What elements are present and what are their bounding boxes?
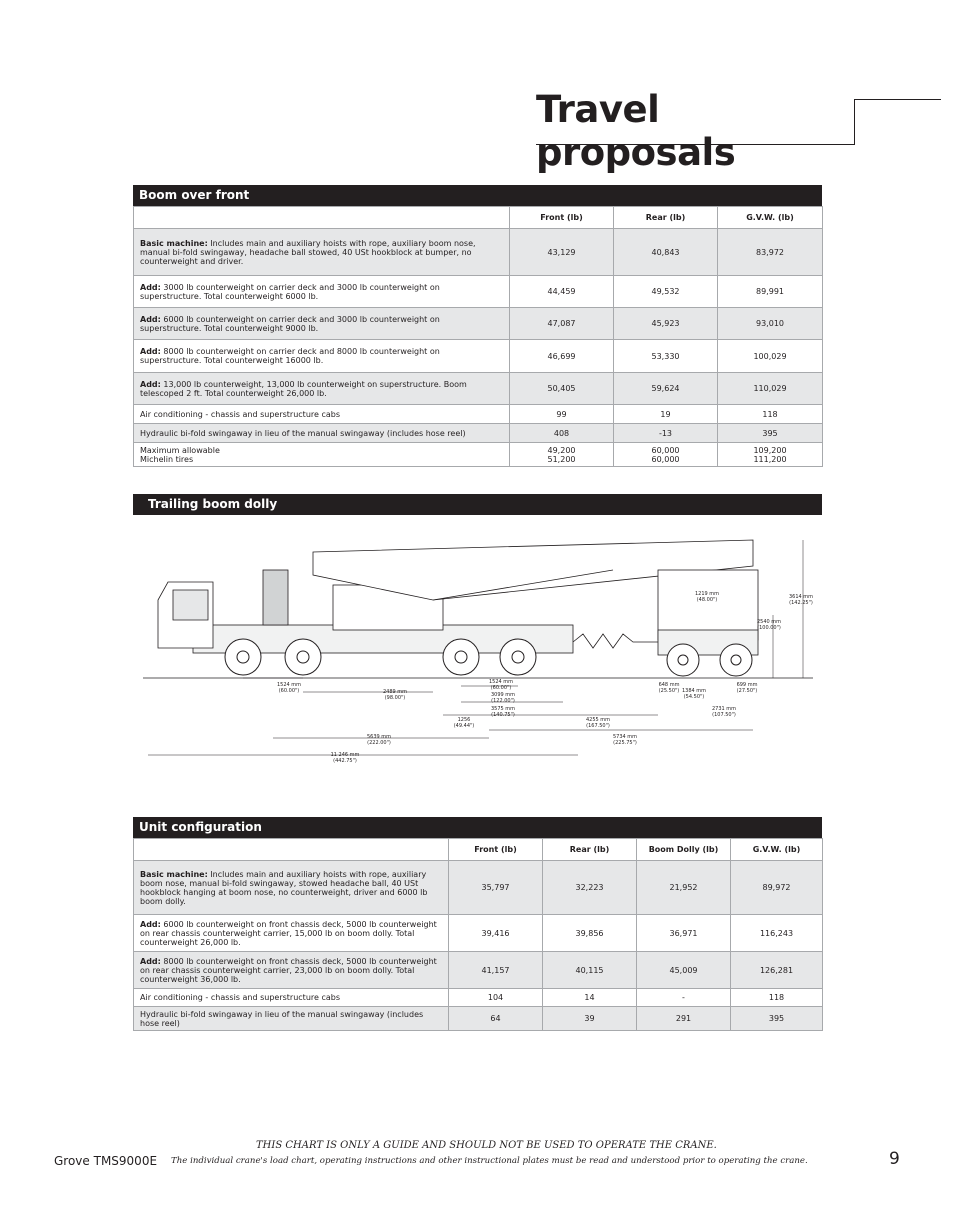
cell-front: 99 [510, 405, 614, 424]
table-row [134, 340, 823, 373]
cell-rear: 14 [543, 989, 637, 1007]
dimension-text: 3099 mm [490, 692, 516, 698]
svg-text:(25.50") [659, 688, 680, 694]
row-text: 13,000 lb counterweight, 13,000 lb counterweight on superstructure. Boom telescoped 2 ft. Total counterweight 26,000 lb. [140, 379, 467, 398]
cell-boom-dolly: 36,971 [637, 915, 731, 952]
svg-text:(60.00") [491, 685, 512, 691]
dimension-text: 4255 mm [585, 717, 611, 723]
column-header-front: Front (lb) [449, 839, 543, 861]
column-header-gvw: G.V.W. (lb) [731, 839, 823, 861]
row-description: Air conditioning - chassis and superstructure cabs [134, 405, 510, 424]
corner-tab-horizontal [854, 99, 941, 100]
dimension-text: (167.50") [586, 723, 610, 729]
cell-rear: 40,115 [543, 952, 637, 989]
page-title: Travel proposals [536, 88, 736, 174]
dimension-text: 1256 [457, 717, 471, 723]
row-description [134, 276, 510, 308]
cell-gvw: 118 [731, 989, 823, 1007]
cell-rear: 45,923 [614, 308, 718, 340]
row-text: 6000 lb counterweight on carrier deck and 3000 lb counterweight on superstructure. Total counterweight 9000 lb. [140, 314, 440, 333]
cell-gvw: 89,972 [731, 861, 823, 915]
dimension-text: (60.00") [490, 685, 512, 691]
dimension-text: (100.00") [757, 625, 781, 631]
dimension-text: 2731 mm [711, 706, 737, 712]
dimension-text: 2489 mm [382, 689, 408, 695]
dimension-text: (25.50") [658, 688, 680, 694]
row-lead: Add: [140, 282, 161, 292]
svg-text:(49.44") [454, 723, 475, 729]
svg-text:(142.25") [789, 600, 813, 606]
row-lead: Basic machine: [140, 238, 208, 248]
gvw-tires: 111,200 [753, 454, 787, 464]
svg-text:(27.50") [737, 688, 758, 694]
row-lead: Basic machine: [140, 869, 208, 879]
dimension-text: 3614 mm [788, 594, 814, 600]
title-underline [536, 144, 854, 145]
boom-over-front-heading: Boom over front [133, 185, 822, 206]
row-lead: Add: [140, 379, 161, 389]
cell-gvw: 89,991 [718, 276, 823, 308]
table-row [134, 952, 823, 989]
cell-gvw: 93,010 [718, 308, 823, 340]
corner-tab-vertical [854, 99, 855, 145]
dimension-text: (225.75") [613, 740, 637, 746]
column-header-gvw: G.V.W. (lb) [718, 207, 823, 229]
svg-text:(225.75") [613, 740, 637, 746]
row-description [134, 340, 510, 373]
cell-front: 39,416 [449, 915, 543, 952]
table-row [134, 405, 823, 424]
row-lead: Add: [140, 919, 161, 929]
row-description [134, 229, 510, 276]
cell-rear: 39,856 [543, 915, 637, 952]
column-header-rear: Rear (lb) [614, 207, 718, 229]
crane-dolly-diagram [133, 530, 822, 770]
table-row [134, 308, 823, 340]
dimension-text: (60.00") [278, 688, 300, 694]
row-text: 6000 lb counterweight on front chassis deck, 5000 lb counterweight on rear chassis counterweight carrier, 15,000 lb on boom dolly. Total counterweight 26,000 lb. [140, 919, 437, 947]
cell-front: 47,087 [510, 308, 614, 340]
cell-gvw: 118 [718, 405, 823, 424]
cell-gvw: 395 [718, 424, 823, 443]
table-header-row [134, 207, 823, 229]
cell-rear: -13 [614, 424, 718, 443]
cell-boom-dolly: 21,952 [637, 861, 731, 915]
dimension-text: (442.75") [333, 758, 357, 764]
page-number: 9 [889, 1149, 900, 1169]
table-row [134, 424, 823, 443]
dimension-text: 11 246 mm [330, 752, 360, 758]
row-description [134, 308, 510, 340]
cell-rear: 39 [543, 1007, 637, 1031]
counterweight-stack [263, 570, 288, 625]
disclaimer-warning: THIS CHART IS ONLY A GUIDE AND SHOULD NOT BE USED TO OPERATE THE CRANE. [256, 1140, 717, 1151]
cell-gvw-max [718, 443, 823, 467]
dolly-drawbar [573, 634, 658, 648]
svg-text:(107.50") [712, 712, 736, 718]
row-description [134, 373, 510, 405]
cell-front: 44,459 [510, 276, 614, 308]
row-lead: Add: [140, 956, 161, 966]
trailing-boom-dolly-heading: Trailing boom dolly [133, 494, 822, 515]
boom-over-front-table [133, 206, 823, 467]
svg-text:(167.50") [586, 723, 610, 729]
gvw-max: 109,200 [753, 445, 787, 455]
dimension-text: (140.75") [491, 712, 515, 718]
dimension-text: (107.50") [712, 712, 736, 718]
row-description: Air conditioning - chassis and superstructure cabs [134, 989, 449, 1007]
svg-text:(442.75") [333, 758, 357, 764]
row-lead: Add: [140, 314, 161, 324]
header-blank [134, 207, 510, 229]
cell-gvw: 83,972 [718, 229, 823, 276]
cell-front: 43,129 [510, 229, 614, 276]
table-row [134, 1007, 823, 1031]
table-header-row [134, 839, 823, 861]
row-description: Hydraulic bi-fold swingaway in lieu of the manual swingaway (includes hose reel) [134, 1007, 449, 1031]
row-text: 8000 lb counterweight on carrier deck and 8000 lb counterweight on superstructure. Total counterweight 16000 lb. [140, 347, 440, 365]
dimension-text: 5734 mm [612, 734, 638, 740]
svg-text:(54.50") [684, 694, 705, 700]
dimension-text: 1384 mm [681, 688, 707, 694]
cell-front: 46,699 [510, 340, 614, 373]
cell-rear: 49,532 [614, 276, 718, 308]
dimension-text: 1524 mm [276, 682, 302, 688]
tires-label: Michelin tires [140, 454, 194, 464]
cell-gvw: 395 [731, 1007, 823, 1031]
dimension-text: 1524 mm [488, 679, 514, 685]
table-row [134, 229, 823, 276]
cell-rear: 53,330 [614, 340, 718, 373]
dimension-text: (27.50") [736, 688, 758, 694]
table-row [134, 861, 823, 915]
model-name: Grove TMS9000E [54, 1154, 158, 1168]
row-description [134, 861, 449, 915]
rear-max: 60,000 [651, 445, 680, 455]
cell-rear: 19 [614, 405, 718, 424]
row-text: 8000 lb counterweight on front chassis deck, 5000 lb counterweight on rear chassis counterweight carrier, 23,000 lb on boom dolly. Total counterweight 36,000 lb. [140, 956, 437, 984]
row-description [134, 952, 449, 989]
dimension-text: 3575 mm [490, 706, 516, 712]
cell-boom-dolly: - [637, 989, 731, 1007]
front-max: 49,200 [547, 445, 576, 455]
cell-rear: 32,223 [543, 861, 637, 915]
cell-front: 35,797 [449, 861, 543, 915]
svg-text:(140.75") [491, 712, 515, 718]
svg-text:(122.00") [491, 698, 515, 704]
dimension-text: 1219 mm [694, 591, 720, 597]
row-description: Hydraulic bi-fold swingaway in lieu of the manual swingaway (includes hose reel) [134, 424, 510, 443]
cell-gvw: 110,029 [718, 373, 823, 405]
row-text: Includes main and auxiliary hoists with rope, auxiliary boom nose, manual bi-fold swingaway, headache ball stowed, 40 USt hookblock at bumper, no counterweight and driver. [140, 238, 476, 266]
column-header-rear: Rear (lb) [543, 839, 637, 861]
table-row [134, 989, 823, 1007]
dimension-text: (48.00") [696, 597, 718, 603]
disclaimer-instructions: The individual crane's load chart, operating instructions and other instructional plates must be read and understood prior to operating the crane. [171, 1156, 808, 1166]
cell-rear: 40,843 [614, 229, 718, 276]
cell-boom-dolly: 45,009 [637, 952, 731, 989]
dimension-text: (122.00") [491, 698, 515, 704]
row-text: 3000 lb counterweight on carrier deck and 3000 lb counterweight on superstructure. Total counterweight 6000 lb. [140, 282, 440, 301]
svg-text:(60.00") [279, 688, 300, 694]
svg-text:(98.00") [385, 695, 406, 701]
unit-configuration-table [133, 838, 823, 1031]
dimension-text: (222.00") [367, 740, 391, 746]
dimension-text: (98.00") [384, 695, 406, 701]
cell-gvw: 116,243 [731, 915, 823, 952]
max-allowable-row [134, 443, 823, 467]
column-header-front: Front (lb) [510, 207, 614, 229]
unit-configuration-heading: Unit configuration [133, 817, 822, 838]
row-text: Includes main and auxiliary hoists with rope, auxiliary boom nose, manual bi-fold swingaway, stowed headache ball, 40 USt hookblock hanging at boom nose, no counterweight, driver and 6000 lb boom dolly. [140, 869, 428, 906]
row-lead: Add: [140, 347, 161, 356]
cell-front: 64 [449, 1007, 543, 1031]
cell-rear: 59,624 [614, 373, 718, 405]
dimension-text: 2540 mm [756, 619, 782, 625]
max-allowable-label [134, 443, 510, 467]
dimension-text: (49.44") [453, 723, 475, 729]
rear-tires: 60,000 [651, 454, 680, 464]
table-row [134, 915, 823, 952]
cell-front: 50,405 [510, 373, 614, 405]
dimension-text: 5639 mm [366, 734, 392, 740]
cab-window [173, 590, 208, 620]
boom-dolly-frame [658, 570, 758, 640]
cell-front: 408 [510, 424, 614, 443]
svg-text:(222.00") [367, 740, 391, 746]
cell-front: 104 [449, 989, 543, 1007]
svg-text:(100.00") [757, 625, 781, 631]
cell-front: 41,157 [449, 952, 543, 989]
cell-rear-max [614, 443, 718, 467]
row-description [134, 915, 449, 952]
svg-text:(48.00") [697, 597, 718, 603]
table-row [134, 276, 823, 308]
dimension-text: (142.25") [789, 600, 813, 606]
front-tires: 51,200 [547, 454, 576, 464]
cell-gvw: 100,029 [718, 340, 823, 373]
cell-boom-dolly: 291 [637, 1007, 731, 1031]
table-row [134, 373, 823, 405]
column-header-boom-dolly: Boom Dolly (lb) [637, 839, 731, 861]
cell-front-max [510, 443, 614, 467]
dimension-text: (54.50") [683, 694, 705, 700]
header-blank [134, 839, 449, 861]
max-label: Maximum allowable [140, 445, 220, 455]
dimension-text: 699 mm [736, 682, 758, 688]
dimension-text: 648 mm [658, 682, 680, 688]
cell-gvw: 126,281 [731, 952, 823, 989]
